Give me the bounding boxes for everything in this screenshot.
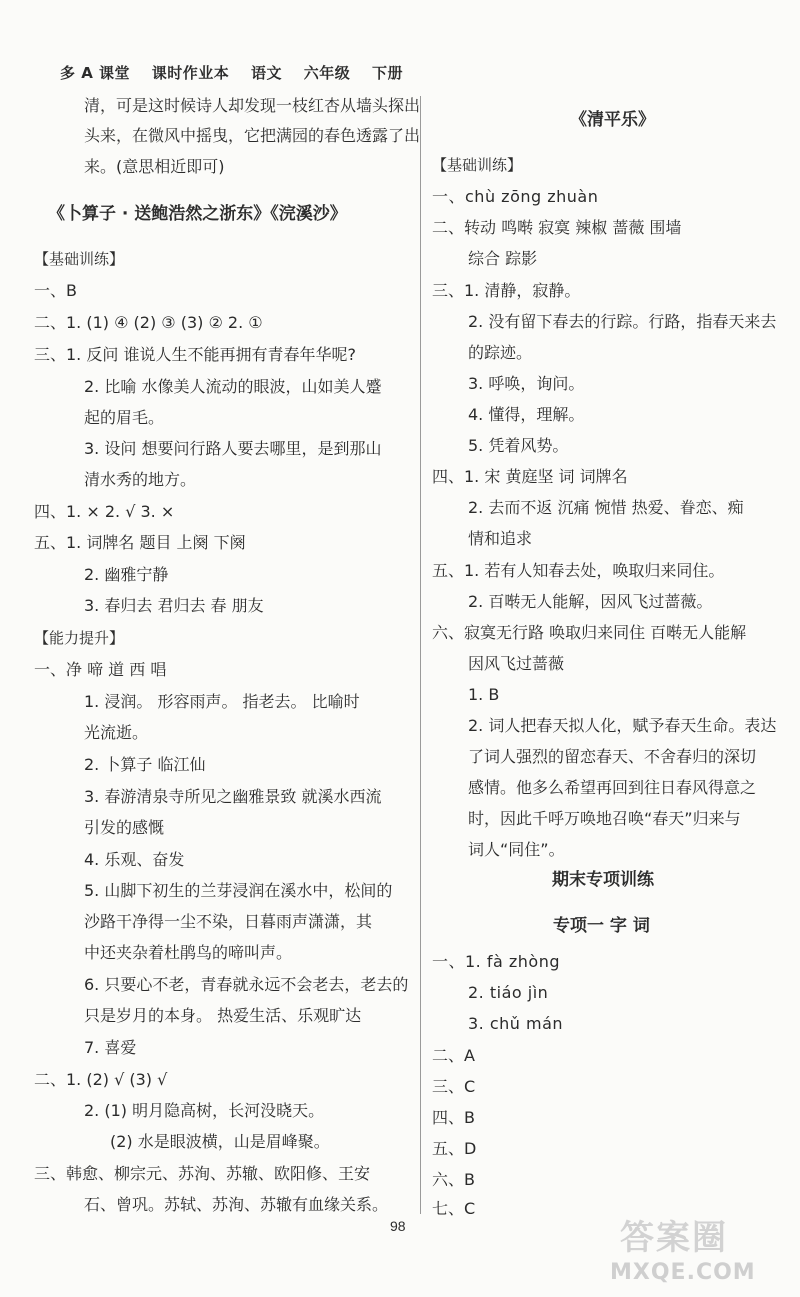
answer-line: 3. 春游清泉寺所见之幽雅景致 就溪水西流 xyxy=(84,787,382,806)
answer-line: 石、曾巩。苏轼、苏洵、苏辙有血缘关系。 xyxy=(84,1195,389,1214)
answer-line: 清水秀的地方。 xyxy=(84,470,197,489)
answer-line: 3. 呼唤，询问。 xyxy=(468,374,585,393)
answer-line: 起的眉毛。 xyxy=(84,408,165,427)
answer-line: 6. 只要心不老，青春就永远不会老去，老去的 xyxy=(84,975,409,994)
answer-line: 2. 幽雅宁静 xyxy=(84,565,169,584)
answer-line: 五、1. 若有人知春去处，唤取归来同住。 xyxy=(432,561,725,580)
answer-line: 三、1. 反问 谁说人生不能再拥有青春年华呢? xyxy=(34,345,356,364)
answer-line: 沙路干净得一尘不染，日暮雨声潇潇，其 xyxy=(84,912,373,931)
subsection-title: 专项一 字 词 xyxy=(553,916,650,936)
answer-line: 的踪迹。 xyxy=(468,343,533,362)
answer-line: 四、1. × 2. √ 3. × xyxy=(34,502,175,521)
continuation-line: 清，可是这时候诗人却发现一枝红杏从墙头探出 xyxy=(84,96,421,115)
answer-line: 四、B xyxy=(432,1108,475,1127)
answer-line: 2. (1) 明月隐高树，长河没晓天。 xyxy=(84,1101,325,1120)
header-series: 多 A 课堂 xyxy=(60,64,131,82)
answer-line: 三、韩愈、柳宗元、苏洵、苏辙、欧阳修、王安 xyxy=(34,1164,371,1183)
section-title: 期末专项训练 xyxy=(552,870,654,890)
answer-line: 情和追求 xyxy=(468,529,533,548)
section-heading-basic: 【基础训练】 xyxy=(432,156,523,174)
answer-line: 4. 懂得，理解。 xyxy=(468,405,585,424)
answer-line: 2. 去而不返 沉痛 惋惜 热爱、眷恋、痴 xyxy=(468,498,744,517)
section-title: 《卜算子 · 送鲍浩然之浙东》《浣溪沙》 xyxy=(48,204,347,224)
answer-line: 光流逝。 xyxy=(84,723,149,742)
answer-line: 4. 乐观、奋发 xyxy=(84,850,185,869)
answer-line: 五、1. 词牌名 题目 上阕 下阕 xyxy=(34,533,246,552)
answer-line: 七、C xyxy=(432,1199,476,1218)
page-number: 98 xyxy=(390,1218,406,1234)
answer-line: 二、A xyxy=(432,1046,475,1065)
answer-line: 感情。他多么希望再回到往日春风得意之 xyxy=(468,778,757,797)
answer-line: 综合 踪影 xyxy=(468,249,538,268)
answer-line: 因风飞过蔷薇 xyxy=(468,654,565,673)
header-volume: 下册 xyxy=(372,64,404,82)
answer-line: 一、B xyxy=(34,281,77,300)
header-subject: 语文 xyxy=(251,64,283,82)
answer-line: 7. 喜爱 xyxy=(84,1038,137,1057)
answer-line: 六、B xyxy=(432,1170,475,1189)
continuation-line: 头来，在微风中摇曳，它把满园的春色透露了出 xyxy=(84,126,421,145)
watermark-text-top: 答案圈 xyxy=(620,1218,728,1258)
answer-line: 六、寂寞无行路 唤取归来同住 百啭无人能解 xyxy=(432,623,747,642)
section-heading-advanced: 【能力提升】 xyxy=(34,629,125,647)
answer-line: 1. 浸润。 形容雨声。 指老去。 比喻时 xyxy=(84,692,360,711)
answer-line: 2. 词人把春天拟人化，赋予春天生命。表达 xyxy=(468,716,777,735)
answer-line: 2. 比喻 水像美人流动的眼波，山如美人蹙 xyxy=(84,377,382,396)
column-divider xyxy=(420,96,421,1214)
answer-line: 1. B xyxy=(468,685,500,704)
answer-line: 一、1. fà zhòng xyxy=(432,952,561,971)
section-title: 《清平乐》 xyxy=(570,110,655,130)
answer-line: 了词人强烈的留恋春天、不舍春归的深切 xyxy=(468,747,757,766)
page-header xyxy=(60,62,419,83)
answer-line: 3. 设问 想要问行路人要去哪里，是到那山 xyxy=(84,439,382,458)
answer-line: 二、1. (2) √ (3) √ xyxy=(34,1070,168,1089)
answer-line: 2. 卜算子 临江仙 xyxy=(84,755,206,774)
answer-line: 四、1. 宋 黄庭坚 词 词牌名 xyxy=(432,467,628,486)
answer-line: 2. 没有留下春去的行踪。行路，指春天来去 xyxy=(468,312,777,331)
answer-line: 时，因此千呼万唤地召唤“春天”归来与 xyxy=(468,809,741,828)
answer-line: 五、D xyxy=(432,1139,477,1158)
answer-line: 二、1. (1) ④ (2) ③ (3) ② 2. ① xyxy=(34,313,263,332)
answer-line: 3. chǔ mán xyxy=(468,1014,564,1033)
answer-line: 三、C xyxy=(432,1077,476,1096)
answer-line: 5. 凭着风势。 xyxy=(468,436,569,455)
answer-line: 三、1. 清静，寂静。 xyxy=(432,281,581,300)
answer-line: 引发的感慨 xyxy=(84,818,165,837)
answer-line: 2. tiáo jìn xyxy=(468,983,549,1002)
answer-line: 词人“同住”。 xyxy=(468,840,565,859)
watermark-text-bottom: MXQE.COM xyxy=(610,1260,756,1285)
answer-line: 一、净 啼 道 西 唱 xyxy=(34,660,167,679)
answer-line: 3. 春归去 君归去 春 朋友 xyxy=(84,596,264,615)
answer-line: 一、chù zōng zhuàn xyxy=(432,187,599,206)
answer-line: 2. 百啭无人能解，因风飞过蔷薇。 xyxy=(468,592,713,611)
answer-line: 中还夹杂着杜鹃鸟的啼叫声。 xyxy=(84,943,293,962)
continuation-line: 来。(意思相近即可) xyxy=(84,157,225,176)
header-grade: 六年级 xyxy=(303,64,351,82)
answer-line: 只是岁月的本身。 热爱生活、乐观旷达 xyxy=(84,1006,362,1025)
header-book: 课时作业本 xyxy=(151,64,230,82)
answer-line: (2) 水是眼波横，山是眉峰聚。 xyxy=(110,1132,330,1151)
answer-line: 二、转动 鸣啭 寂寞 辣椒 蔷薇 围墙 xyxy=(432,218,682,237)
watermark-logo xyxy=(610,1210,790,1290)
answer-line: 5. 山脚下初生的兰芽浸润在溪水中，松间的 xyxy=(84,881,393,900)
section-heading-basic: 【基础训练】 xyxy=(34,250,125,268)
